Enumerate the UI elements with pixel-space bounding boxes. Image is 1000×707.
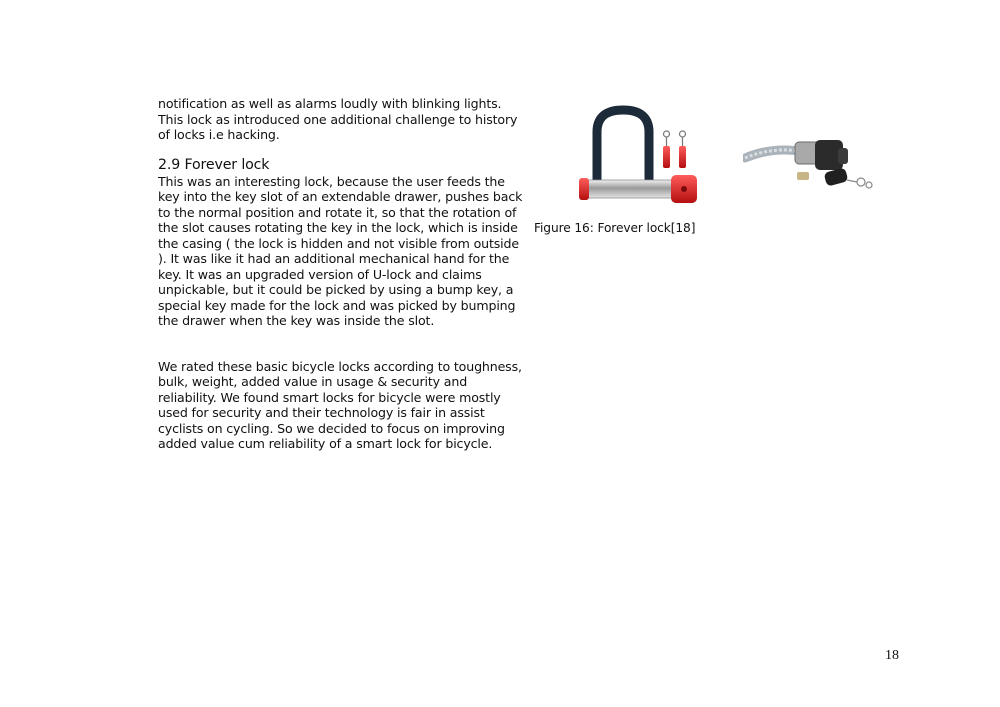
page-number: 18 [885,648,899,663]
cable-lock-photo [743,132,888,194]
u-lock-photo [575,92,710,212]
figure-caption: Figure 16: Forever lock[18] [534,221,696,235]
intro-paragraph: notification as well as alarms loudly with blinking lights. This lock as introduced one additional challenge to history of locks i.e hacking. [158,96,518,142]
section-heading: 2.9 Forever lock [158,156,270,173]
body-text-column [158,96,526,452]
conclusion-paragraph: We rated these basic bicycle locks according to toughness, bulk, weight, added value in usage & security and reliability. We found smart locks for bicycle were mostly used for security and their technology is fair in assist cyclists on cycling. So we decided to focus on improving added value cum reliability of a smart lock for bicycle. [158,358,522,451]
forever-lock-paragraph: This was an interesting lock, because the user feeds the key into the key slot of an extendable drawer, pushes back to the normal position and rotate it, so that the rotation of the slot causes rotating the key in the lock, which is inside the casing ( the lock is hidden and not visible from outside ). It was like it had an additional mechanical hand for the key. It was an upgraded version of U-lock and claims unpickable, but it could be picked by using a bump key, a special key made for the lock and was picked by bumping the drawer when the key was inside the slot. [158,173,523,328]
